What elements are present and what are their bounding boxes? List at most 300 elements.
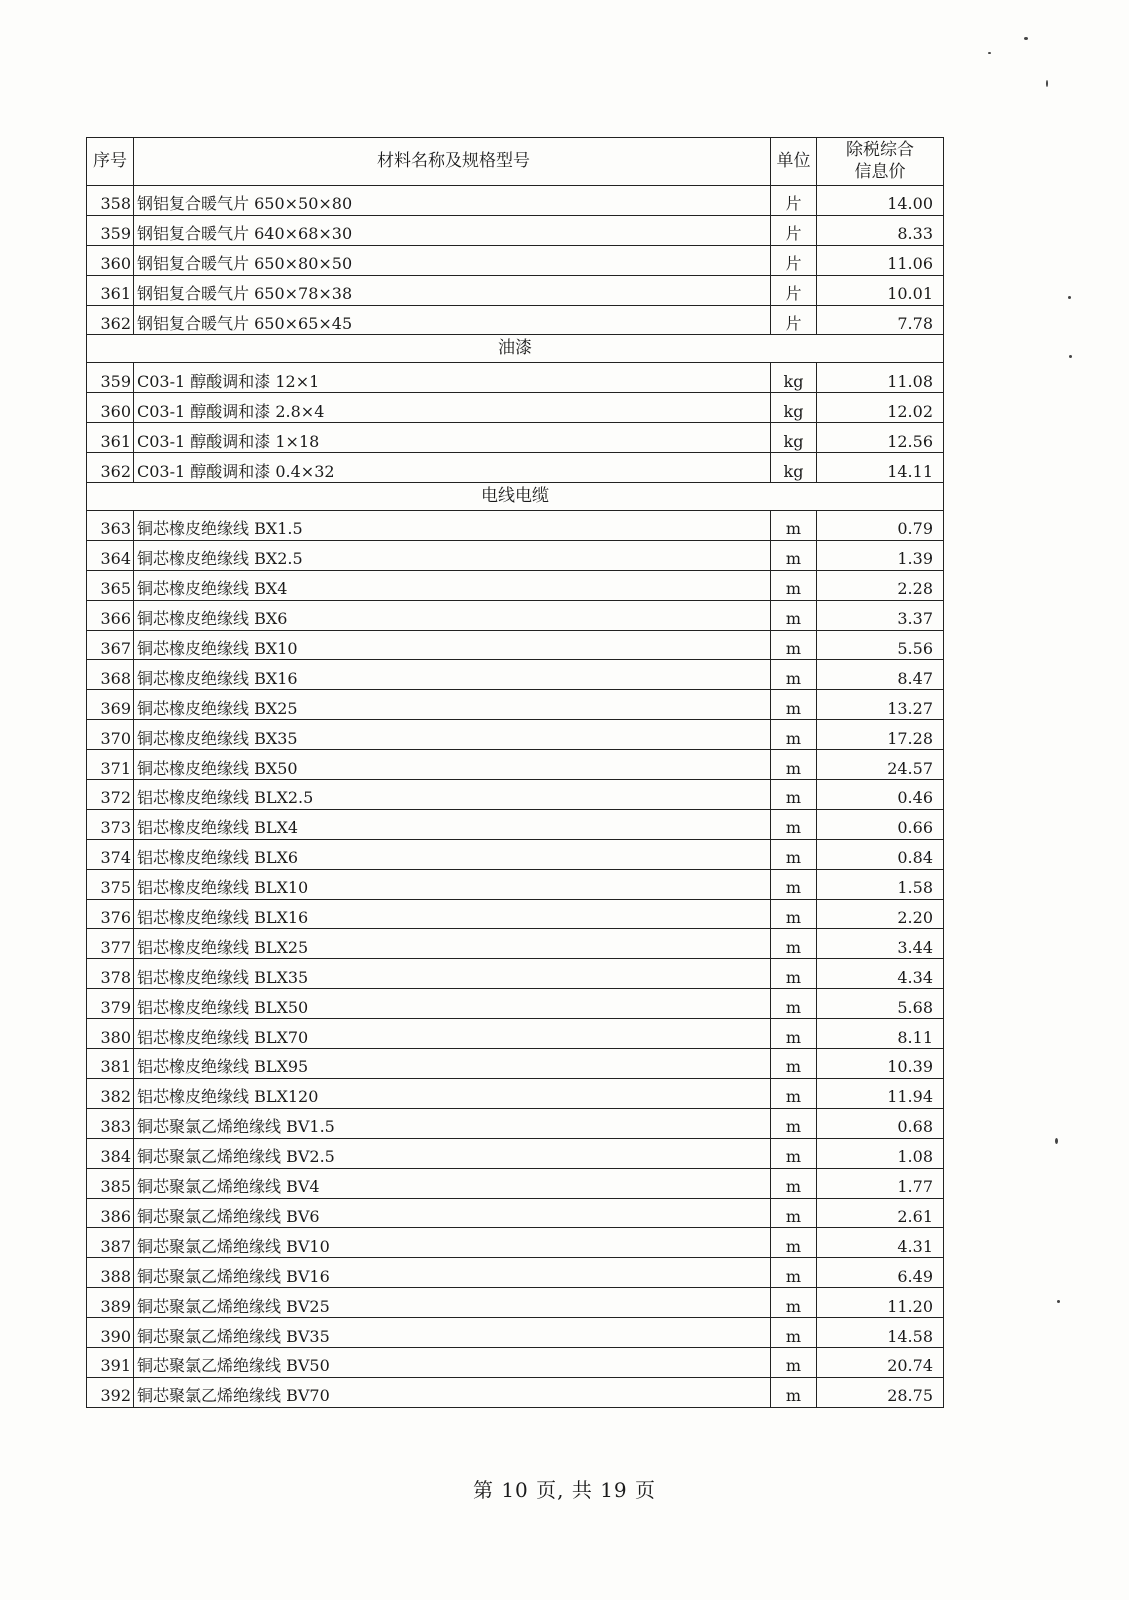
- row-number: [87, 690, 134, 720]
- price-cell: [817, 570, 944, 600]
- price-cell-text: 2.20: [897, 908, 933, 928]
- unit-cell-text: 片: [785, 284, 802, 304]
- row-number-text: 367: [100, 639, 131, 659]
- price-cell: [817, 839, 944, 869]
- table-row: [87, 750, 944, 780]
- table-row: [87, 1347, 944, 1377]
- material-name: [134, 245, 771, 275]
- unit-cell: [771, 1078, 817, 1108]
- table-row: [87, 720, 944, 750]
- material-name-text: 铜芯聚氯乙烯绝缘线 BV6: [137, 1206, 320, 1226]
- material-name-text: 铝芯橡皮绝缘线 BLX120: [137, 1087, 319, 1107]
- row-number: [87, 1078, 134, 1108]
- row-number: [87, 363, 134, 393]
- price-cell: [817, 215, 944, 245]
- row-number: [87, 570, 134, 600]
- price-cell-text: 11.08: [887, 371, 933, 391]
- table-row: [87, 1108, 944, 1138]
- material-name: [134, 929, 771, 959]
- row-number-text: 376: [100, 908, 131, 928]
- material-name-text: 钢铝复合暖气片 650×78×38: [137, 284, 353, 304]
- unit-cell-text: m: [785, 639, 802, 659]
- unit-cell-text: m: [785, 818, 802, 838]
- price-cell: [817, 869, 944, 899]
- unit-cell-text: m: [785, 1147, 802, 1167]
- scan-speck: [1024, 37, 1028, 40]
- price-cell-text: 1.58: [897, 878, 933, 898]
- unit-cell-text: m: [785, 698, 802, 718]
- table-row: [87, 1228, 944, 1258]
- unit-cell-text: m: [785, 519, 802, 539]
- material-name-text: 铜芯橡皮绝缘线 BX50: [137, 758, 298, 778]
- price-cell-text: 12.56: [887, 431, 933, 451]
- row-number: [87, 1377, 134, 1407]
- unit-cell: [771, 630, 817, 660]
- price-cell-text: 11.94: [887, 1087, 933, 1107]
- price-cell: [817, 809, 944, 839]
- row-number-text: 373: [100, 818, 131, 838]
- row-number-text: 378: [100, 967, 131, 987]
- unit-cell: [771, 186, 817, 216]
- unit-cell: [771, 1377, 817, 1407]
- row-number: [87, 750, 134, 780]
- row-number-text: 359: [100, 371, 131, 391]
- unit-cell-text: m: [785, 668, 802, 688]
- unit-cell: [771, 899, 817, 929]
- table-row: [87, 1078, 944, 1108]
- row-number-text: 359: [100, 224, 131, 244]
- material-name-text: C03-1 醇酸调和漆 0.4×32: [137, 461, 335, 481]
- unit-cell: [771, 245, 817, 275]
- material-name-text: 铜芯橡皮绝缘线 BX1.5: [137, 519, 303, 539]
- table-row: [87, 305, 944, 335]
- row-number-text: 384: [100, 1147, 131, 1167]
- unit-cell-text: m: [785, 1296, 802, 1316]
- table-row: [87, 1318, 944, 1348]
- price-cell: [817, 511, 944, 541]
- unit-cell-text: m: [785, 967, 802, 987]
- table-row: [87, 660, 944, 690]
- unit-cell-text: m: [785, 878, 802, 898]
- unit-cell: [771, 1347, 817, 1377]
- row-number: [87, 809, 134, 839]
- material-name-text: 铜芯橡皮绝缘线 BX6: [137, 609, 288, 629]
- price-cell-text: 7.78: [897, 314, 933, 333]
- row-number: [87, 1288, 134, 1318]
- material-name: [134, 570, 771, 600]
- unit-cell: [771, 869, 817, 899]
- material-name-text: 铝芯橡皮绝缘线 BLX4: [137, 818, 299, 838]
- material-name: [134, 215, 771, 245]
- material-name-text: 铝芯橡皮绝缘线 BLX70: [137, 1027, 309, 1047]
- scan-speck: [1068, 296, 1071, 299]
- row-number-text: 361: [100, 431, 131, 451]
- unit-cell-text: kg: [783, 371, 804, 391]
- price-cell: [817, 186, 944, 216]
- material-name: [134, 780, 771, 810]
- row-number-text: 371: [100, 758, 131, 778]
- material-name-text: 铜芯橡皮绝缘线 BX25: [137, 698, 298, 718]
- row-number-text: 360: [100, 401, 131, 421]
- table-row: [87, 186, 944, 216]
- price-cell: [817, 393, 944, 423]
- price-cell: [817, 245, 944, 275]
- unit-cell: [771, 363, 817, 393]
- material-name-text: 铜芯橡皮绝缘线 BX35: [137, 728, 298, 748]
- row-number-text: 358: [100, 194, 131, 214]
- row-number: [87, 275, 134, 305]
- unit-cell-text: m: [785, 609, 802, 629]
- section-title: 电线电缆: [87, 483, 944, 511]
- header-name: 材料名称及规格型号: [134, 138, 771, 186]
- row-number-text: 374: [100, 848, 131, 868]
- header-price-line1: 除税综合: [846, 140, 914, 161]
- table-row: [87, 570, 944, 600]
- unit-cell-text: m: [785, 1266, 802, 1286]
- table-row: [87, 511, 944, 541]
- row-number-text: 388: [100, 1266, 131, 1286]
- price-cell-text: 0.84: [897, 848, 933, 868]
- row-number-text: 364: [100, 549, 131, 569]
- unit-cell-text: kg: [783, 461, 804, 481]
- unit-cell: [771, 393, 817, 423]
- row-number-text: 372: [100, 788, 131, 808]
- scan-speck: [988, 52, 991, 54]
- material-name: [134, 630, 771, 660]
- unit-cell: [771, 959, 817, 989]
- header-price: [817, 138, 944, 186]
- unit-cell: [771, 720, 817, 750]
- material-name-text: 铜芯橡皮绝缘线 BX2.5: [137, 549, 303, 569]
- row-number: [87, 839, 134, 869]
- unit-cell: [771, 660, 817, 690]
- price-cell: [817, 600, 944, 630]
- table-body: [87, 186, 944, 1408]
- price-cell-text: 2.61: [897, 1206, 933, 1226]
- header-unit: 单位: [771, 138, 817, 186]
- material-name: [134, 423, 771, 453]
- row-number: [87, 245, 134, 275]
- row-number: [87, 720, 134, 750]
- price-cell: [817, 780, 944, 810]
- unit-cell: [771, 1168, 817, 1198]
- row-number-text: 386: [100, 1206, 131, 1226]
- material-name: [134, 186, 771, 216]
- price-cell-text: 1.77: [897, 1177, 933, 1197]
- price-cell-text: 11.20: [887, 1296, 933, 1316]
- material-name-text: 铝芯橡皮绝缘线 BLX50: [137, 997, 309, 1017]
- price-cell: [817, 1288, 944, 1318]
- price-cell: [817, 1168, 944, 1198]
- price-cell-text: 0.66: [897, 818, 933, 838]
- row-number: [87, 511, 134, 541]
- unit-cell-text: m: [785, 1206, 802, 1226]
- material-name: [134, 690, 771, 720]
- row-number-text: 390: [100, 1326, 131, 1346]
- unit-cell-text: 片: [785, 254, 802, 274]
- table-row: [87, 215, 944, 245]
- material-name: [134, 750, 771, 780]
- table-row: [87, 600, 944, 630]
- row-number: [87, 540, 134, 570]
- table-row: [87, 869, 944, 899]
- material-name: [134, 1078, 771, 1108]
- price-cell: [817, 1377, 944, 1407]
- table-row: [87, 393, 944, 423]
- material-name: [134, 453, 771, 483]
- row-number: [87, 215, 134, 245]
- row-number-text: 369: [100, 698, 131, 718]
- row-number: [87, 780, 134, 810]
- unit-cell: [771, 809, 817, 839]
- unit-cell-text: m: [785, 1356, 802, 1376]
- unit-cell-text: m: [785, 848, 802, 868]
- unit-cell: [771, 511, 817, 541]
- price-cell-text: 4.31: [897, 1236, 933, 1256]
- table-row: [87, 245, 944, 275]
- row-number-text: 380: [100, 1027, 131, 1047]
- scan-speck: [1055, 1138, 1058, 1144]
- price-cell-text: 5.56: [897, 639, 933, 659]
- unit-cell: [771, 1258, 817, 1288]
- unit-cell: [771, 929, 817, 959]
- table-row: [87, 275, 944, 305]
- row-number: [87, 1108, 134, 1138]
- row-number-text: 370: [100, 728, 131, 748]
- price-cell: [817, 423, 944, 453]
- table-row: [87, 959, 944, 989]
- table-row: [87, 363, 944, 393]
- material-name-text: C03-1 醇酸调和漆 2.8×4: [137, 401, 325, 421]
- unit-cell-text: m: [785, 937, 802, 957]
- material-name: [134, 1198, 771, 1228]
- unit-cell: [771, 570, 817, 600]
- unit-cell-text: 片: [785, 194, 802, 214]
- material-name-text: 铜芯聚氯乙烯绝缘线 BV1.5: [137, 1117, 335, 1137]
- row-number: [87, 600, 134, 630]
- header-price-line2: 信息价: [854, 161, 906, 182]
- row-number: [87, 1138, 134, 1168]
- material-name-text: 铝芯橡皮绝缘线 BLX25: [137, 937, 309, 957]
- unit-cell: [771, 215, 817, 245]
- price-cell: [817, 690, 944, 720]
- material-name: [134, 720, 771, 750]
- price-cell-text: 10.01: [887, 284, 933, 304]
- unit-cell-text: m: [785, 1236, 802, 1256]
- price-cell: [817, 453, 944, 483]
- price-cell: [817, 1198, 944, 1228]
- price-cell-text: 10.39: [887, 1057, 933, 1077]
- row-number: [87, 1198, 134, 1228]
- unit-cell-text: kg: [783, 431, 804, 451]
- unit-cell-text: m: [785, 1027, 802, 1047]
- material-name-text: 钢铝复合暖气片 650×80×50: [137, 254, 353, 274]
- price-cell-text: 14.11: [887, 461, 933, 481]
- material-name: [134, 393, 771, 423]
- row-number-text: 383: [100, 1117, 131, 1137]
- row-number-text: 385: [100, 1177, 131, 1197]
- price-cell-text: 11.06: [887, 254, 933, 274]
- material-name: [134, 959, 771, 989]
- table-header-row: [87, 138, 944, 186]
- unit-cell-text: m: [785, 908, 802, 928]
- table-row: [87, 1049, 944, 1079]
- unit-cell: [771, 780, 817, 810]
- row-number: [87, 1318, 134, 1348]
- unit-cell-text: m: [785, 1057, 802, 1077]
- unit-cell: [771, 1318, 817, 1348]
- material-name-text: 铝芯橡皮绝缘线 BLX2.5: [137, 788, 314, 808]
- material-name-text: 铝芯橡皮绝缘线 BLX35: [137, 967, 309, 987]
- price-cell-text: 8.11: [897, 1027, 933, 1047]
- material-name-text: 铜芯橡皮绝缘线 BX10: [137, 639, 298, 659]
- row-number: [87, 305, 134, 335]
- row-number-text: 391: [100, 1356, 131, 1376]
- price-cell-text: 3.44: [897, 937, 933, 957]
- row-number: [87, 453, 134, 483]
- price-cell: [817, 660, 944, 690]
- material-name: [134, 899, 771, 929]
- unit-cell: [771, 1288, 817, 1318]
- price-cell-text: 2.28: [897, 579, 933, 599]
- table-row: [87, 423, 944, 453]
- price-cell-text: 24.57: [887, 758, 933, 778]
- price-cell-text: 6.49: [897, 1266, 933, 1286]
- material-name: [134, 363, 771, 393]
- price-cell-text: 14.58: [887, 1326, 933, 1346]
- unit-cell: [771, 305, 817, 335]
- table-row: [87, 1138, 944, 1168]
- price-table-container: [86, 137, 944, 1408]
- unit-cell: [771, 1108, 817, 1138]
- table-row: [87, 690, 944, 720]
- price-cell-text: 28.75: [887, 1386, 933, 1406]
- material-name-text: 铜芯聚氯乙烯绝缘线 BV35: [137, 1326, 330, 1346]
- unit-cell-text: m: [785, 1087, 802, 1107]
- material-name: [134, 1049, 771, 1079]
- row-number: [87, 1258, 134, 1288]
- material-name-text: C03-1 醇酸调和漆 12×1: [137, 371, 320, 391]
- price-cell-text: 8.33: [897, 224, 933, 244]
- price-cell: [817, 1347, 944, 1377]
- row-number-text: 366: [100, 609, 131, 629]
- price-cell: [817, 540, 944, 570]
- material-name: [134, 1228, 771, 1258]
- row-number: [87, 899, 134, 929]
- unit-cell-text: m: [785, 1386, 802, 1406]
- row-number-text: 362: [100, 314, 131, 333]
- price-cell-text: 1.08: [897, 1147, 933, 1167]
- row-number-text: 365: [100, 579, 131, 599]
- price-cell-text: 17.28: [887, 728, 933, 748]
- row-number: [87, 660, 134, 690]
- material-name: [134, 1138, 771, 1168]
- header-no: 序号: [87, 138, 134, 186]
- unit-cell-text: m: [785, 1117, 802, 1137]
- unit-cell-text: m: [785, 728, 802, 748]
- material-name: [134, 1168, 771, 1198]
- material-name-text: 铜芯橡皮绝缘线 BX4: [137, 579, 288, 599]
- unit-cell: [771, 690, 817, 720]
- price-cell-text: 0.79: [897, 519, 933, 539]
- table-row: [87, 1258, 944, 1288]
- table-row: [87, 989, 944, 1019]
- table-row: [87, 1288, 944, 1318]
- row-number: [87, 959, 134, 989]
- price-cell: [817, 959, 944, 989]
- row-number-text: 392: [100, 1386, 131, 1406]
- price-cell: [817, 899, 944, 929]
- material-name-text: 铜芯橡皮绝缘线 BX16: [137, 668, 298, 688]
- material-name: [134, 1377, 771, 1407]
- price-cell-text: 14.00: [887, 194, 933, 214]
- unit-cell: [771, 1019, 817, 1049]
- material-name: [134, 839, 771, 869]
- price-cell: [817, 720, 944, 750]
- row-number-text: 362: [100, 461, 131, 481]
- section-title: 油漆: [87, 335, 944, 363]
- unit-cell: [771, 600, 817, 630]
- unit-cell-text: m: [785, 758, 802, 778]
- scan-speck: [1046, 80, 1048, 87]
- section-row: [87, 483, 944, 511]
- row-number: [87, 1168, 134, 1198]
- unit-cell: [771, 1228, 817, 1258]
- price-cell-text: 0.68: [897, 1117, 933, 1137]
- material-name-text: 铝芯橡皮绝缘线 BLX10: [137, 878, 309, 898]
- price-cell: [817, 929, 944, 959]
- price-cell: [817, 1049, 944, 1079]
- price-cell-text: 4.34: [897, 967, 933, 987]
- price-cell: [817, 750, 944, 780]
- material-name: [134, 869, 771, 899]
- row-number: [87, 1049, 134, 1079]
- row-number-text: 381: [100, 1057, 131, 1077]
- price-cell: [817, 275, 944, 305]
- material-name-text: 铜芯聚氯乙烯绝缘线 BV4: [137, 1177, 320, 1197]
- table-row: [87, 839, 944, 869]
- table-row: [87, 1377, 944, 1407]
- table-row: [87, 929, 944, 959]
- price-cell: [817, 1078, 944, 1108]
- row-number: [87, 630, 134, 660]
- price-cell: [817, 1019, 944, 1049]
- material-name-text: 铜芯聚氯乙烯绝缘线 BV10: [137, 1236, 330, 1256]
- price-cell: [817, 305, 944, 335]
- row-number-text: 360: [100, 254, 131, 274]
- material-name: [134, 1108, 771, 1138]
- row-number: [87, 869, 134, 899]
- material-name-text: 铜芯聚氯乙烯绝缘线 BV25: [137, 1296, 330, 1316]
- price-cell-text: 12.02: [887, 401, 933, 421]
- price-cell: [817, 1108, 944, 1138]
- price-cell: [817, 1318, 944, 1348]
- material-name: [134, 660, 771, 690]
- table-row: [87, 1168, 944, 1198]
- table-row: [87, 540, 944, 570]
- scan-speck: [1069, 355, 1072, 358]
- unit-cell-text: m: [785, 1326, 802, 1346]
- row-number-text: 377: [100, 937, 131, 957]
- unit-cell-text: 片: [785, 224, 802, 244]
- material-name-text: 钢铝复合暖气片 650×50×80: [137, 194, 353, 214]
- row-number-text: 363: [100, 519, 131, 539]
- price-cell-text: 5.68: [897, 997, 933, 1017]
- table-row: [87, 630, 944, 660]
- row-number-text: 379: [100, 997, 131, 1017]
- price-table: [86, 137, 944, 1408]
- price-cell-text: 0.46: [897, 788, 933, 808]
